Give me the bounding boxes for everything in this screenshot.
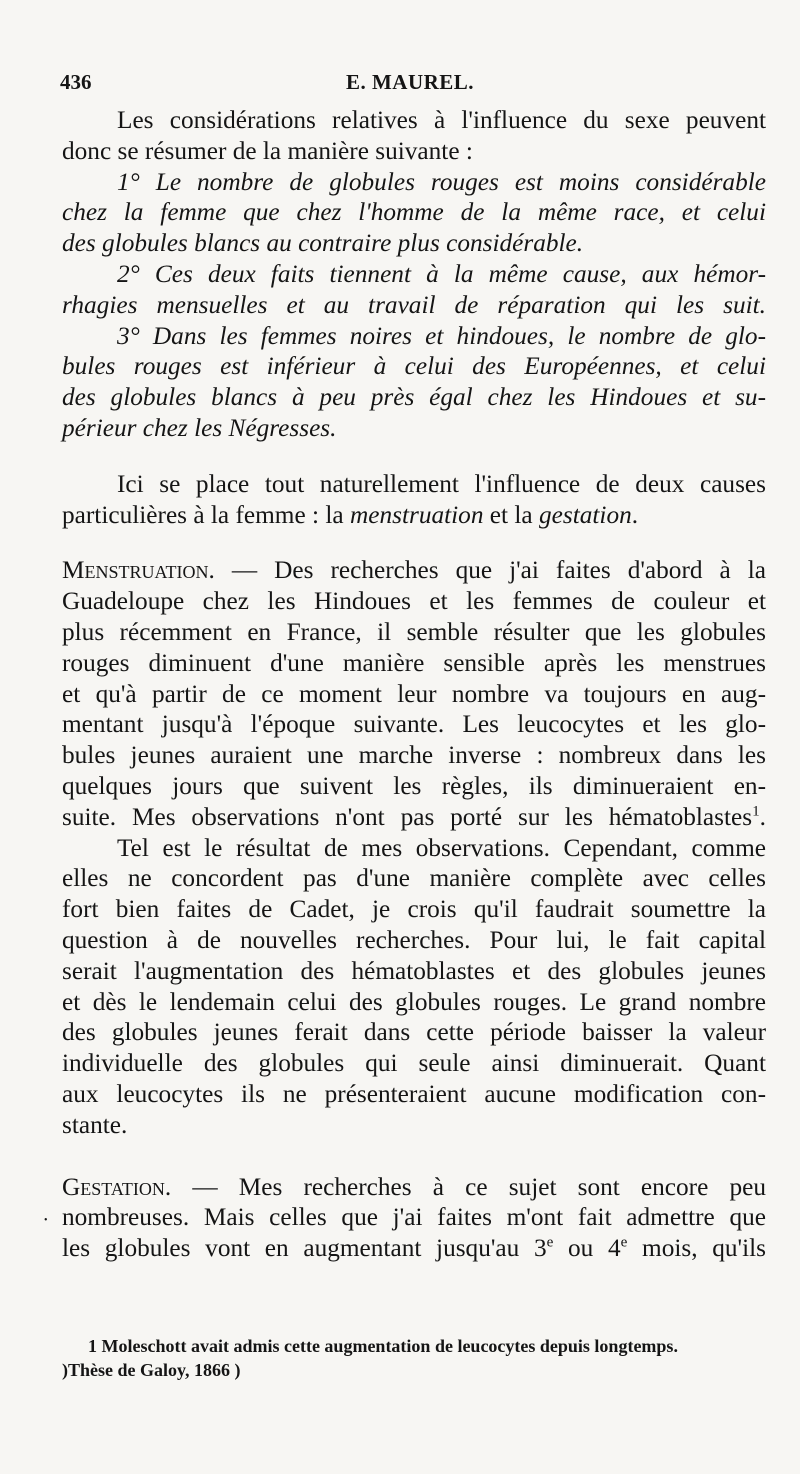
text-line: des globules blancs à peu près égal chez les Hindoues et su- — [62, 383, 766, 412]
text-line: chez la femme que chez l'homme de la même race, et celui — [62, 198, 766, 227]
text-line: quelques jours que suivent les règles, ils diminueraient en- — [62, 771, 766, 800]
text-segment: ou 4 — [553, 1234, 621, 1263]
margin-dot: • — [44, 1215, 48, 1226]
text-line: Guadeloupe chez les Hindoues et les femmes de couleur et — [62, 587, 766, 616]
text-line: 2° Ces deux faits tiennent à la même cause, aux hémor- — [117, 259, 766, 288]
text-line: Ici se place tout naturellement l'influence de deux causes — [117, 469, 766, 498]
text-line: bules jeunes auraient une marche inverse : nombreux dans les — [62, 741, 766, 770]
text-line: Tel est le résultat de mes observations. Cependant, comme — [117, 833, 766, 862]
text-line: périeur chez les Négresses. — [62, 413, 337, 442]
section-heading-line — [62, 555, 766, 586]
text-line: Les considérations relatives à l'influence du sexe peuvent — [117, 106, 766, 134]
footnote-line: 1 Moleschott avait admis cette augmentation de leucocytes depuis longtemps. — [88, 1336, 678, 1356]
text-line: suite. Mes observations n'ont pas porté sur les hématoblastes$^1$. — [62, 802, 766, 831]
text-line: donc se résumer de la manière suivante : — [62, 136, 473, 165]
body-text — [62, 105, 766, 1264]
text-line: des globules blancs au contraire plus considérable. — [62, 229, 584, 258]
section-heading-line — [62, 1172, 766, 1203]
text-line — [62, 1233, 766, 1264]
text-line: 3° Dans les femmes noires et hindoues, le nombre de glo- — [117, 321, 766, 350]
text-line: nombreuses. Mais celles que j'ai faites m'ont fait admettre que — [62, 1203, 766, 1232]
text-line: rhagies mensuelles et au travail de réparation qui les suit. — [62, 290, 766, 319]
paragraph-gap — [62, 1141, 766, 1172]
text-line: mentant jusqu'à l'époque suivante. Les leucocytes et les glo- — [62, 710, 766, 739]
text-line: serait l'augmentation des hématoblastes et des globules jeunes — [62, 956, 766, 985]
footnotes — [62, 1334, 766, 1382]
emphasis-word: menstruation — [349, 500, 484, 529]
text-line: rouges diminuent d'une manière sensible après les menstrues — [62, 648, 766, 677]
text-line — [62, 500, 766, 531]
text-line: stante. — [62, 1110, 128, 1139]
text-segment: et la — [483, 500, 539, 529]
text-line: elles ne concordent pas d'une manière complète avec celles — [62, 864, 766, 893]
page-header — [60, 70, 760, 100]
text-segment: mois, qu'ils — [627, 1234, 767, 1263]
text-line: des globules jeunes ferait dans cette période baisser la valeur — [62, 1018, 766, 1047]
superscript: e — [620, 1233, 628, 1251]
text-line: 1° Le nombre de globules rouges est moins considérable — [117, 167, 766, 196]
text-segment: . — [631, 500, 639, 529]
text-line: individuelle des globules qui seule ainsi diminuerait. Quant — [62, 1049, 766, 1078]
section-heading-menstruation: Menstruation. — [62, 556, 215, 585]
footnote-marker: 1 — [752, 802, 760, 820]
text-segment: particulières à la femme : la — [62, 500, 350, 529]
text-segment: — Mes recherches à ce sujet sont encore peu — [192, 1172, 767, 1201]
text-line: et qu'à partir de ce moment leur nombre va toujours en aug- — [62, 679, 766, 708]
footnote-line: )Thèse de Galoy, 1866 ) — [62, 1360, 241, 1380]
text-segment: les globules vont en augmentant jusqu'au 3 — [62, 1234, 547, 1263]
text-line: fort bien faites de Cadet, je crois qu'il faudrait soumettre la — [62, 895, 766, 924]
running-head: E. MAUREL. — [345, 70, 475, 94]
text-segment: — Des recherches que j'ai faites d'abord à la — [231, 556, 766, 585]
text-line: bules rouges est inférieur à celui des Européennes, et celui — [62, 352, 766, 381]
section-heading-gestation: Gestation. — [62, 1172, 172, 1201]
superscript: e — [546, 1233, 554, 1251]
paragraph-gap — [62, 444, 766, 469]
page-number: 436 — [60, 70, 92, 94]
text-line: plus récemment en France, il semble résulter que les globules — [62, 617, 766, 646]
text-line: question à de nouvelles recherches. Pour lui, le fait capital — [62, 925, 766, 954]
emphasis-word: gestation — [538, 500, 632, 529]
text-segment: suite. Mes observations n'ont pas porté sur les hématoblastes — [62, 802, 753, 831]
text-line: et dès le lendemain celui des globules rouges. Le grand nombre — [62, 987, 766, 1016]
text-line: aux leucocytes ils ne présenteraient aucune modification con- — [62, 1079, 766, 1108]
paragraph-gap — [62, 530, 766, 555]
